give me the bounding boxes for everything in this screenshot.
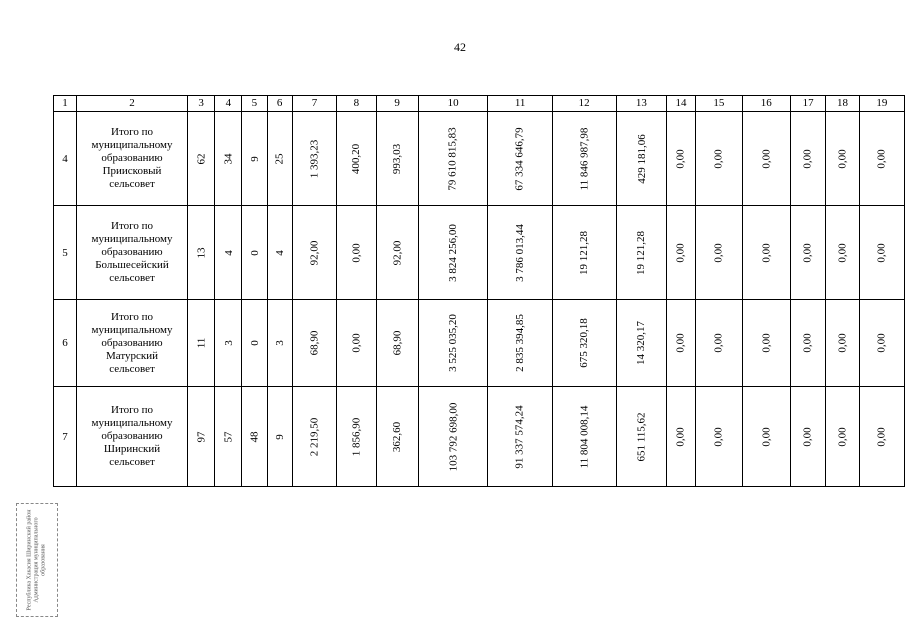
cell-text: 0,00: [875, 242, 888, 263]
cell-value: [418, 112, 488, 206]
cell-text: 25: [273, 153, 286, 164]
cell-text: 0: [248, 249, 261, 256]
cell-text: 400,20: [350, 143, 363, 174]
municipality-name: [77, 300, 188, 387]
cell-value: [337, 206, 377, 300]
cell-text: 0,00: [675, 426, 688, 447]
cell-text: 0,00: [712, 426, 725, 447]
table-row: [54, 206, 905, 300]
cell-value: [418, 387, 488, 487]
cell-value: [488, 112, 552, 206]
cell-value: [616, 206, 667, 300]
cell-value: [616, 387, 667, 487]
cell-value: [667, 300, 696, 387]
cell-text: 57: [222, 431, 235, 442]
cell-value: [696, 206, 743, 300]
name-line: Итого по: [111, 404, 153, 416]
cell-value: [187, 112, 215, 206]
cell-text: 0,00: [350, 333, 363, 353]
cell-value: [267, 387, 292, 487]
name-line: образованию: [101, 246, 163, 258]
cell-text: 4: [222, 249, 235, 256]
name-line: сельсовет: [109, 456, 155, 468]
cell-text: 9: [273, 433, 286, 440]
cell-text: 68,90: [391, 330, 404, 356]
column-header: 1: [54, 96, 77, 112]
cell-value: [337, 112, 377, 206]
cell-value: [376, 206, 418, 300]
cell-text: 11 846 987,98: [578, 127, 591, 190]
column-header: 13: [616, 96, 667, 112]
stamp: [16, 503, 58, 617]
cell-value: [552, 300, 616, 387]
cell-text: 0,00: [712, 148, 725, 169]
cell-value: [215, 206, 242, 300]
cell-value: [790, 112, 826, 206]
column-header: 9: [376, 96, 418, 112]
row-number: 5: [54, 206, 77, 300]
cell-text: 2 835 394,85: [514, 314, 527, 372]
cell-value: [418, 300, 488, 387]
name-line: сельсовет: [109, 362, 155, 375]
cell-text: 62: [195, 153, 208, 164]
cell-text: 92,00: [308, 240, 321, 265]
column-header: 18: [826, 96, 859, 112]
cell-text: 3: [273, 340, 286, 346]
name-line: Итого по: [111, 310, 153, 323]
cell-value: [742, 387, 790, 487]
column-header: 15: [696, 96, 743, 112]
cell-text: 1 856,90: [350, 417, 363, 456]
name-line: образованию: [101, 430, 163, 442]
cell-text: 0,00: [802, 426, 815, 447]
cell-text: 48: [248, 431, 261, 442]
cell-text: 0,00: [802, 333, 815, 353]
cell-value: [742, 112, 790, 206]
column-header: 17: [790, 96, 826, 112]
cell-value: [215, 300, 242, 387]
cell-value: [616, 300, 667, 387]
cell-text: 0,00: [760, 333, 773, 353]
cell-value: [292, 206, 336, 300]
cell-value: [552, 387, 616, 487]
name-line: Ширинский: [103, 443, 161, 455]
column-header: 16: [742, 96, 790, 112]
cell-text: 3 525 035,20: [447, 314, 460, 372]
municipality-name: [77, 112, 188, 206]
cell-text: 13: [195, 247, 208, 258]
name-line: образованию: [101, 336, 163, 349]
stamp-text: Республика Хакасия Ширинский район Администрация муниципального образования: [26, 509, 47, 611]
cell-text: 675 320,18: [578, 318, 591, 368]
cell-text: 0,00: [675, 242, 688, 263]
cell-value: [337, 300, 377, 387]
cell-text: 0,00: [675, 148, 688, 169]
cell-value: [267, 300, 292, 387]
cell-value: [215, 112, 242, 206]
cell-text: 92,00: [391, 240, 404, 265]
cell-text: 0,00: [836, 426, 849, 447]
row-number: 4: [54, 112, 77, 206]
cell-text: 0,00: [836, 148, 849, 169]
page-number: 42: [454, 40, 466, 54]
cell-value: [826, 300, 859, 387]
cell-value: [242, 387, 267, 487]
cell-text: 97: [195, 431, 208, 442]
column-header: 6: [267, 96, 292, 112]
name-line: муниципальному: [91, 323, 173, 336]
name-line: образованию: [101, 152, 163, 164]
cell-value: [859, 300, 904, 387]
cell-text: 0,00: [675, 333, 688, 353]
cell-value: [418, 206, 488, 300]
column-header: 3: [187, 96, 215, 112]
cell-value: [242, 206, 267, 300]
column-header: 7: [292, 96, 336, 112]
cell-text: 3 824 256,00: [447, 223, 460, 282]
cell-value: [376, 112, 418, 206]
cell-text: 0,00: [875, 148, 888, 169]
cell-value: [667, 206, 696, 300]
cell-text: 0,00: [760, 148, 773, 169]
cell-value: [859, 112, 904, 206]
cell-text: 9: [248, 155, 261, 162]
cell-value: [292, 387, 336, 487]
cell-text: 0: [248, 340, 261, 346]
column-header: 14: [667, 96, 696, 112]
column-header: 10: [418, 96, 488, 112]
column-header: 4: [215, 96, 242, 112]
cell-text: 2 219,50: [308, 417, 321, 456]
cell-value: [267, 206, 292, 300]
cell-value: [667, 387, 696, 487]
name-line: Приисковый: [102, 165, 162, 177]
cell-text: 79 610 815,83: [447, 126, 460, 191]
cell-text: 0,00: [836, 242, 849, 263]
cell-value: [696, 112, 743, 206]
cell-value: [552, 112, 616, 206]
table-row: [54, 300, 905, 387]
cell-value: [826, 206, 859, 300]
cell-text: 68,90: [308, 330, 321, 356]
cell-value: [859, 387, 904, 487]
row-number: 6: [54, 300, 77, 387]
column-header: 5: [242, 96, 267, 112]
cell-text: 0,00: [802, 148, 815, 169]
cell-text: 4: [273, 249, 286, 256]
cell-value: [488, 300, 552, 387]
cell-value: [826, 112, 859, 206]
cell-text: 0,00: [712, 333, 725, 353]
cell-value: [742, 206, 790, 300]
cell-value: [552, 206, 616, 300]
cell-value: [488, 387, 552, 487]
name-line: Итого по: [111, 220, 153, 232]
table-row: [54, 387, 905, 487]
cell-text: 103 792 698,00: [447, 402, 460, 471]
cell-text: 11 804 008,14: [578, 405, 591, 468]
cell-value: [859, 206, 904, 300]
cell-value: [187, 206, 215, 300]
cell-value: [187, 387, 215, 487]
cell-text: 3 786 013,44: [514, 223, 527, 282]
name-line: Большесейский: [95, 259, 169, 271]
cell-text: 0,00: [836, 333, 849, 353]
header-row: [54, 96, 905, 112]
cell-text: 3: [222, 340, 235, 346]
cell-text: 362,60: [391, 421, 404, 452]
name-line: муниципальному: [91, 417, 173, 429]
cell-value: [667, 112, 696, 206]
name-line: Итого по: [111, 126, 153, 138]
cell-text: 91 337 574,24: [514, 404, 527, 469]
name-line: муниципальному: [91, 233, 173, 245]
cell-text: 0,00: [802, 242, 815, 263]
name-line: сельсовет: [109, 178, 155, 190]
cell-text: 19 121,28: [635, 230, 648, 275]
cell-text: 14 320,17: [635, 321, 648, 365]
column-header: 12: [552, 96, 616, 112]
cell-text: 429 181,06: [635, 133, 648, 184]
cell-value: [376, 387, 418, 487]
cell-value: [488, 206, 552, 300]
municipality-name: [77, 387, 188, 487]
cell-value: [696, 387, 743, 487]
cell-text: 11: [195, 337, 208, 349]
cell-text: 19 121,28: [578, 230, 591, 275]
cell-text: 1 393,23: [308, 139, 321, 178]
cell-value: [187, 300, 215, 387]
cell-value: [242, 112, 267, 206]
table-row: [54, 112, 905, 206]
cell-value: [337, 387, 377, 487]
cell-value: [242, 300, 267, 387]
cell-text: 0,00: [760, 242, 773, 263]
cell-value: [292, 112, 336, 206]
cell-text: 34: [222, 153, 235, 164]
cell-value: [616, 112, 667, 206]
cell-value: [790, 300, 826, 387]
column-header: 19: [859, 96, 904, 112]
municipality-name: [77, 206, 188, 300]
cell-text: 993,03: [391, 143, 404, 174]
cell-value: [742, 300, 790, 387]
cell-value: [696, 300, 743, 387]
cell-text: 0,00: [712, 242, 725, 263]
data-table: [53, 95, 905, 487]
column-header: 11: [488, 96, 552, 112]
cell-text: 0,00: [875, 426, 888, 447]
cell-value: [826, 387, 859, 487]
cell-value: [215, 387, 242, 487]
cell-text: 0,00: [875, 333, 888, 353]
cell-text: 0,00: [760, 426, 773, 447]
row-number: 7: [54, 387, 77, 487]
cell-value: [376, 300, 418, 387]
cell-value: [790, 206, 826, 300]
name-line: муниципальному: [91, 139, 173, 151]
column-header: 8: [337, 96, 377, 112]
cell-text: 0,00: [350, 242, 363, 263]
name-line: сельсовет: [109, 272, 155, 284]
name-line: Матурский: [105, 349, 159, 362]
cell-text: 67 334 646,79: [514, 126, 527, 191]
column-header: 2: [77, 96, 188, 112]
cell-text: 651 115,62: [635, 411, 648, 462]
cell-value: [292, 300, 336, 387]
cell-value: [267, 112, 292, 206]
cell-value: [790, 387, 826, 487]
